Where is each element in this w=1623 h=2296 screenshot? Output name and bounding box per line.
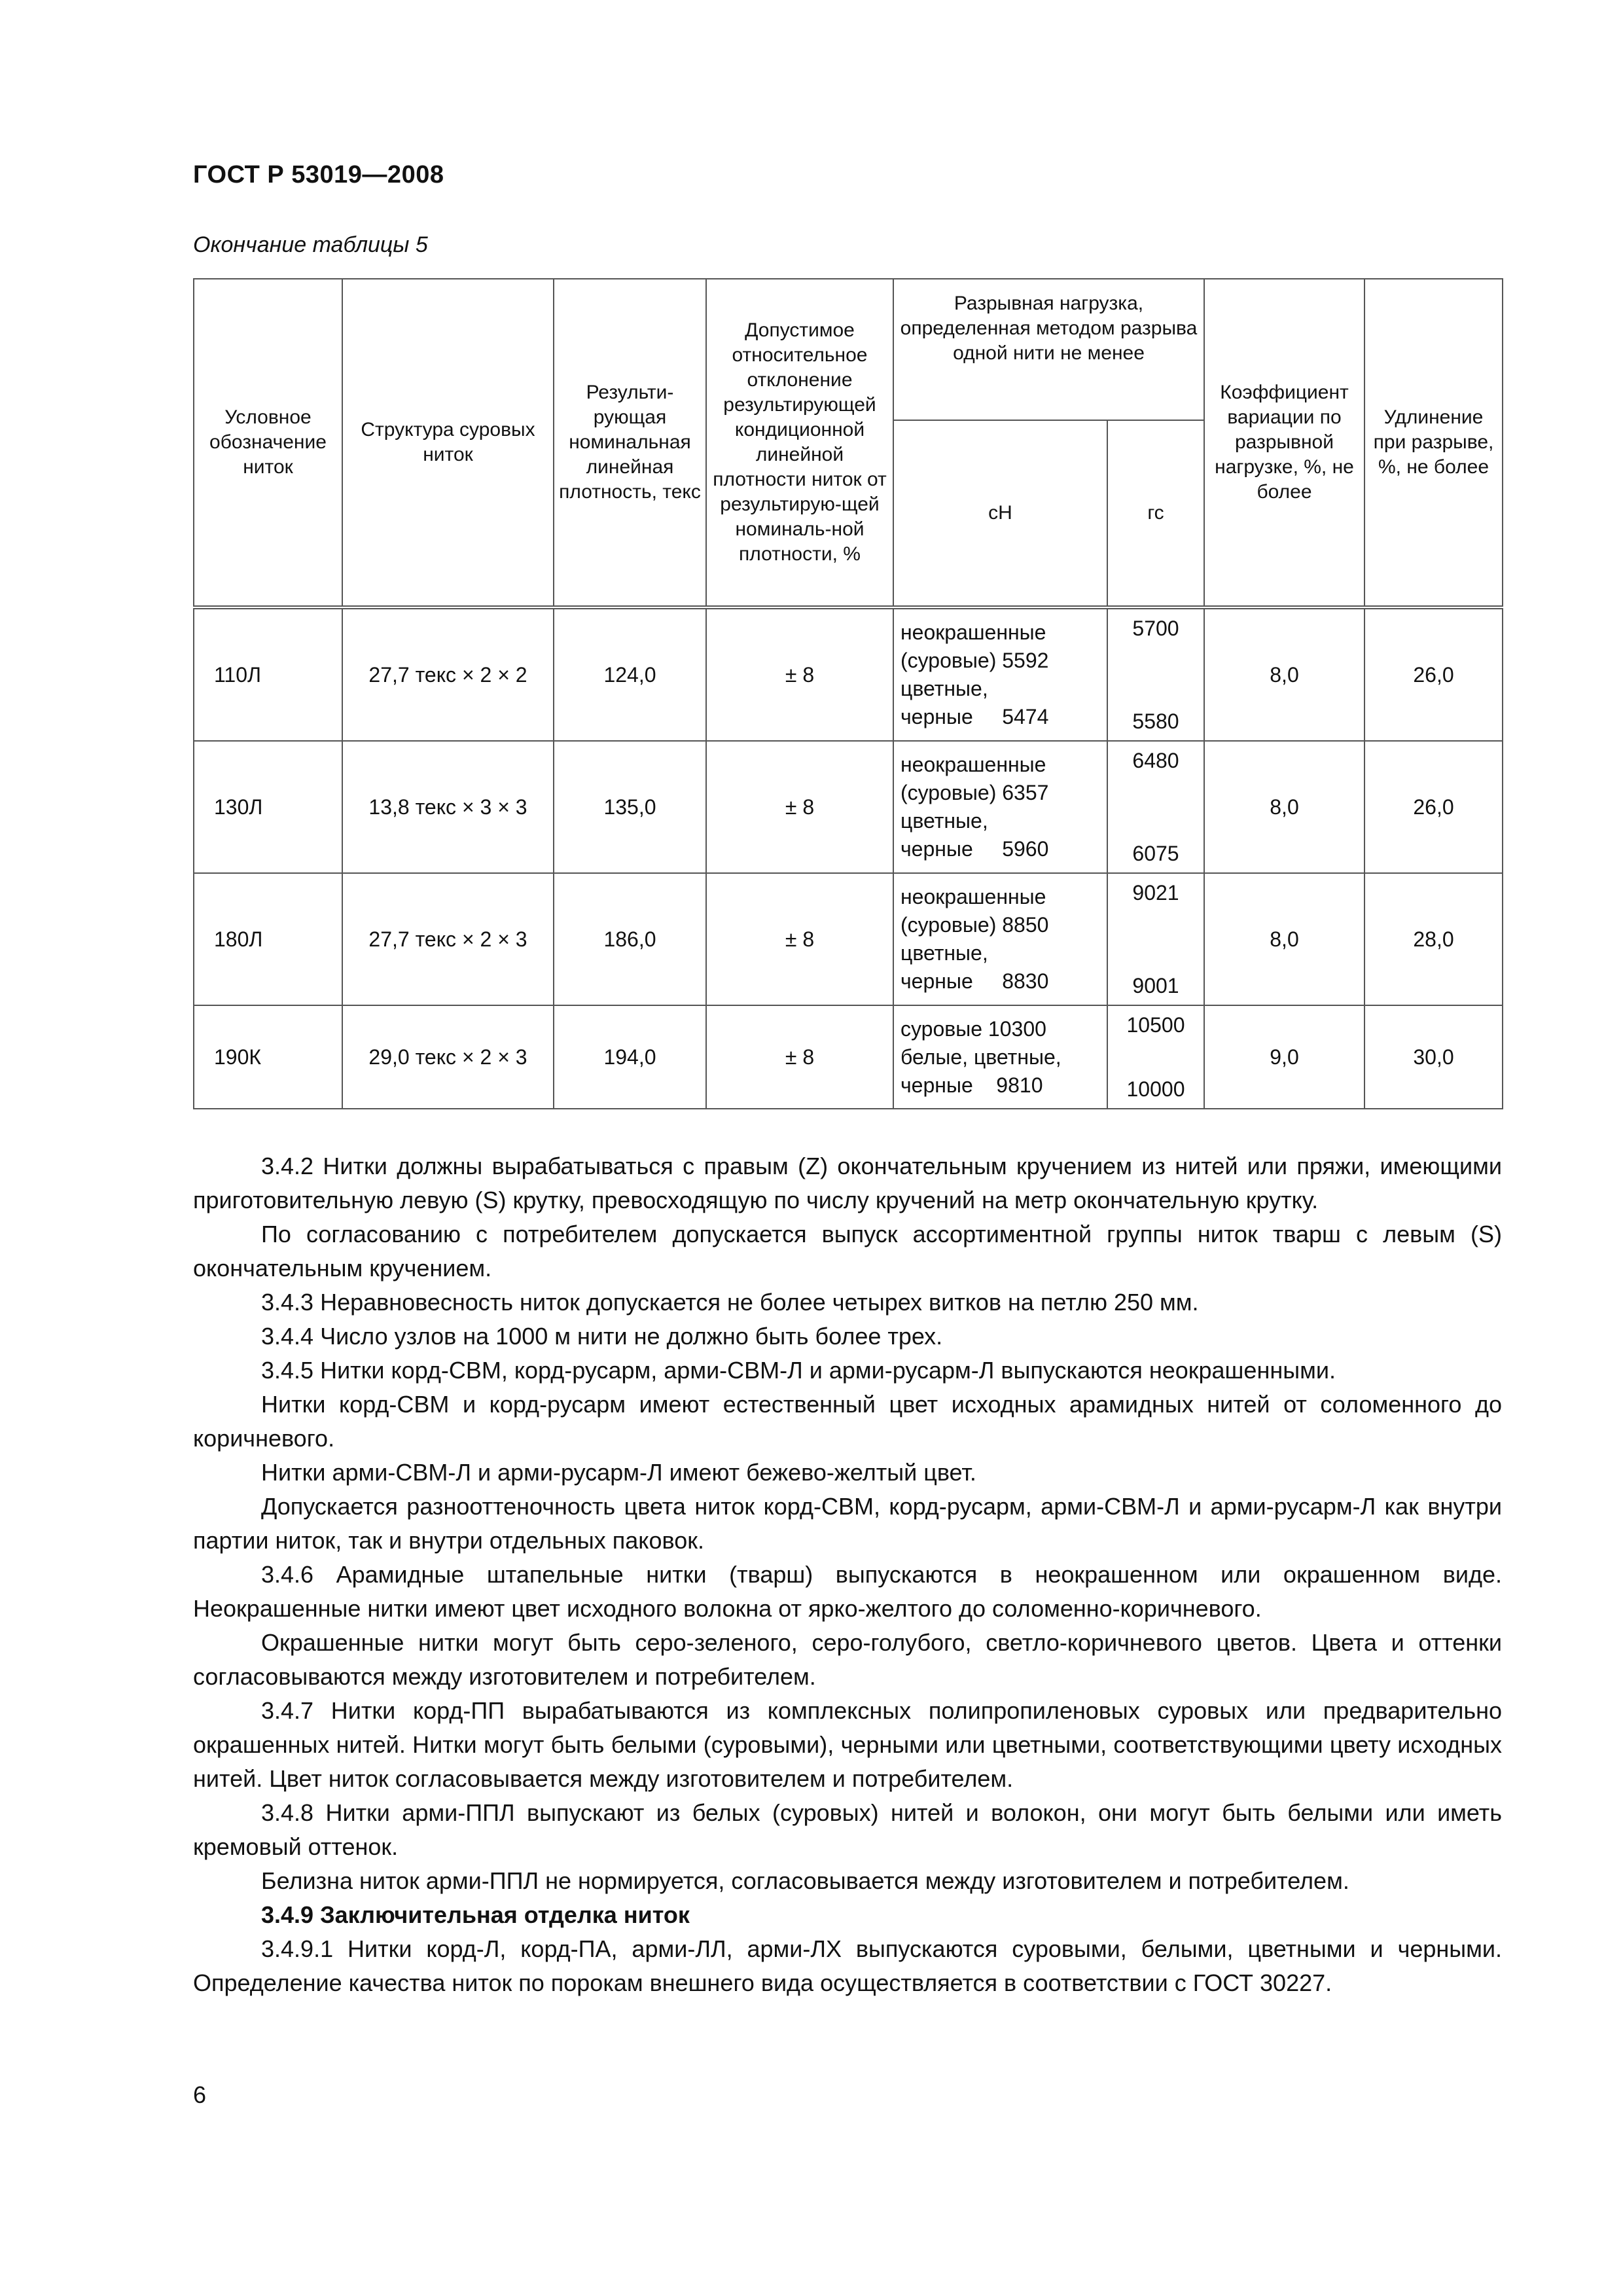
cn-line: черные 5474 bbox=[901, 705, 1049, 728]
document-header: ГОСТ Р 53019—2008 bbox=[193, 161, 444, 188]
cn-line: (суровые) 5592 bbox=[901, 649, 1049, 672]
cn-line: суровые 10300 bbox=[901, 1016, 1046, 1041]
cell-deviation: ± 8 bbox=[706, 873, 893, 1005]
cell-load-cn bbox=[893, 741, 1107, 873]
cell-elongation: 26,0 bbox=[1364, 741, 1503, 873]
gs-bottom-value: 10000 bbox=[1126, 1077, 1185, 1101]
cell-deviation: ± 8 bbox=[706, 1005, 893, 1109]
table-row bbox=[194, 1005, 1503, 1109]
paragraph: Допускается разнооттеночность цвета ниток корд-СВМ, корд-русарм, арми-СВМ-Л и арми-русарм-Л как внутри партии ниток, так и внутри отдельных паковок. bbox=[193, 1493, 1502, 1554]
cell-load-gs bbox=[1107, 741, 1204, 873]
table-caption: Окончание таблицы 5 bbox=[193, 232, 428, 257]
gs-top-value: 6480 bbox=[1132, 749, 1179, 772]
cell-elongation: 28,0 bbox=[1364, 873, 1503, 1005]
header-code: Условное обозначение ниток bbox=[194, 279, 342, 607]
cell-code: 190К bbox=[194, 1005, 342, 1109]
page-number: 6 bbox=[193, 2081, 207, 2108]
cell-structure: 29,0 текс × 2 × 3 bbox=[342, 1005, 554, 1109]
body-text bbox=[193, 1149, 1502, 2000]
gs-bottom-value: 6075 bbox=[1132, 842, 1179, 865]
cell-deviation: ± 8 bbox=[706, 741, 893, 873]
gs-bottom-value: 9001 bbox=[1132, 974, 1179, 997]
cell-variation: 9,0 bbox=[1204, 1005, 1364, 1109]
cell-load-cn bbox=[893, 1005, 1107, 1109]
cell-elongation: 30,0 bbox=[1364, 1005, 1503, 1109]
header-variation: Коэффициент вариации по разрывной нагрузке, %, не более bbox=[1204, 279, 1364, 607]
data-table bbox=[193, 278, 1503, 1109]
cell-load-cn bbox=[893, 607, 1107, 741]
table-row bbox=[194, 607, 1503, 741]
table-row bbox=[194, 741, 1503, 873]
paragraph: Нитки корд-СВМ и корд-русарм имеют естественный цвет исходных арамидных нитей от соломенного до коричневого. bbox=[193, 1391, 1502, 1452]
cn-line: черные 8830 bbox=[901, 969, 1049, 993]
paragraph: 3.4.2 Нитки должны вырабатываться с правым (Z) окончательным кручением из нитей или пряжи, имеющими приготовительную левую (S) крутку, превосходящую по числу кручений на метр окончательную крутку. bbox=[193, 1153, 1502, 1213]
cell-structure: 13,8 текс × 3 × 3 bbox=[342, 741, 554, 873]
paragraph: 3.4.7 Нитки корд-ПП вырабатываются из комплексных полипропиленовых суровых или предварительно окрашенных нитей. Нитки могут быть белыми (суровыми), черными или цветными, соответствующими цвету исходных нитей. Цвет ниток согласовывается между изготовителем и потребителем. bbox=[193, 1697, 1502, 1792]
header-load-cn: сН bbox=[893, 420, 1107, 607]
cn-line: цветные, bbox=[901, 809, 988, 833]
cell-deviation: ± 8 bbox=[706, 607, 893, 741]
header-structure: Структура суровых ниток bbox=[342, 279, 554, 607]
paragraph: По согласованию с потребителем допускается выпуск ассортиментной группы ниток тварш с левым (S) окончательным кручением. bbox=[193, 1221, 1502, 1282]
cn-line: черные 5960 bbox=[901, 837, 1049, 861]
paragraph: Окрашенные нитки могут быть серо-зеленого, серо-голубого, светло-коричневого цветов. Цвета и оттенки согласовываются между изготовителем и потребителем. bbox=[193, 1629, 1502, 1690]
paragraph: Белизна ниток арми-ППЛ не нормируется, согласовывается между изготовителем и потребителем. bbox=[261, 1867, 1349, 1894]
section-heading: 3.4.9 Заключительная отделка ниток bbox=[261, 1901, 690, 1928]
cell-density: 194,0 bbox=[554, 1005, 706, 1109]
header-load: Разрывная нагрузка, определенная методом разрыва одной нити не менее bbox=[893, 279, 1204, 420]
cn-line: (суровые) 8850 bbox=[901, 913, 1049, 937]
cell-structure: 27,7 текс × 2 × 2 bbox=[342, 607, 554, 741]
cell-load-gs bbox=[1107, 607, 1204, 741]
cell-density: 186,0 bbox=[554, 873, 706, 1005]
cell-load-gs bbox=[1107, 1005, 1204, 1109]
cell-variation: 8,0 bbox=[1204, 741, 1364, 873]
cn-line: черные 9810 bbox=[901, 1073, 1043, 1097]
cell-code: 180Л bbox=[194, 873, 342, 1005]
cn-line: неокрашенные bbox=[901, 885, 1046, 908]
cell-density: 124,0 bbox=[554, 607, 706, 741]
cell-code: 110Л bbox=[194, 607, 342, 741]
cell-load-gs bbox=[1107, 873, 1204, 1005]
header-load-gs: гс bbox=[1107, 420, 1204, 607]
header-density: Результи-рующая номинальная линейная плотность, текс bbox=[554, 279, 706, 607]
cell-elongation: 26,0 bbox=[1364, 607, 1503, 741]
cn-line: неокрашенные bbox=[901, 753, 1046, 776]
header-elongation: Удлинение при разрыве, %, не более bbox=[1364, 279, 1503, 607]
cell-structure: 27,7 текс × 2 × 3 bbox=[342, 873, 554, 1005]
cell-density: 135,0 bbox=[554, 741, 706, 873]
cell-variation: 8,0 bbox=[1204, 607, 1364, 741]
gs-top-value: 9021 bbox=[1132, 881, 1179, 905]
paragraph: 3.4.4 Число узлов на 1000 м нити не должно быть более трех. bbox=[261, 1323, 943, 1350]
cn-line: (суровые) 6357 bbox=[901, 781, 1049, 804]
gs-bottom-value: 5580 bbox=[1132, 709, 1179, 733]
cell-load-cn bbox=[893, 873, 1107, 1005]
paragraph: 3.4.8 Нитки арми-ППЛ выпускают из белых (суровых) нитей и волокон, они могут быть белыми или иметь кремовый оттенок. bbox=[193, 1799, 1502, 1860]
cell-code: 130Л bbox=[194, 741, 342, 873]
paragraph: Нитки арми-СВМ-Л и арми-русарм-Л имеют бежево-желтый цвет. bbox=[261, 1459, 976, 1486]
paragraph: 3.4.5 Нитки корд-СВМ, корд-русарм, арми-СВМ-Л и арми-русарм-Л выпускаются неокрашенными. bbox=[261, 1357, 1336, 1384]
paragraph: 3.4.9.1 Нитки корд-Л, корд-ПА, арми-ЛЛ, арми-ЛХ выпускаются суровыми, белыми, цветными и черными. Определение качества ниток по порокам внешнего вида осуществляется в соответствии с ГОСТ 30227. bbox=[193, 1935, 1502, 1996]
cn-line: цветные, bbox=[901, 677, 988, 700]
gs-top-value: 10500 bbox=[1126, 1013, 1185, 1037]
cn-line: неокрашенные bbox=[901, 620, 1046, 644]
gs-top-value: 5700 bbox=[1132, 617, 1179, 640]
paragraph: 3.4.6 Арамидные штапельные нитки (тварш) выпускаются в неокрашенном или окрашенном виде. Неокрашенные нитки имеют цвет исходного волокна от ярко-желтого до соломенно-коричневого. bbox=[193, 1561, 1502, 1622]
cell-variation: 8,0 bbox=[1204, 873, 1364, 1005]
header-deviation: Допустимое относительное отклонение результирующей кондиционной линейной плотности ниток от результирую-щей номиналь-ной плотности, % bbox=[706, 279, 893, 607]
paragraph: 3.4.3 Неравновесность ниток допускается не более четырех витков на петлю 250 мм. bbox=[261, 1289, 1199, 1316]
cn-line: цветные, bbox=[901, 941, 988, 965]
table-row bbox=[194, 873, 1503, 1005]
cn-line: белые, цветные, bbox=[901, 1045, 1061, 1069]
